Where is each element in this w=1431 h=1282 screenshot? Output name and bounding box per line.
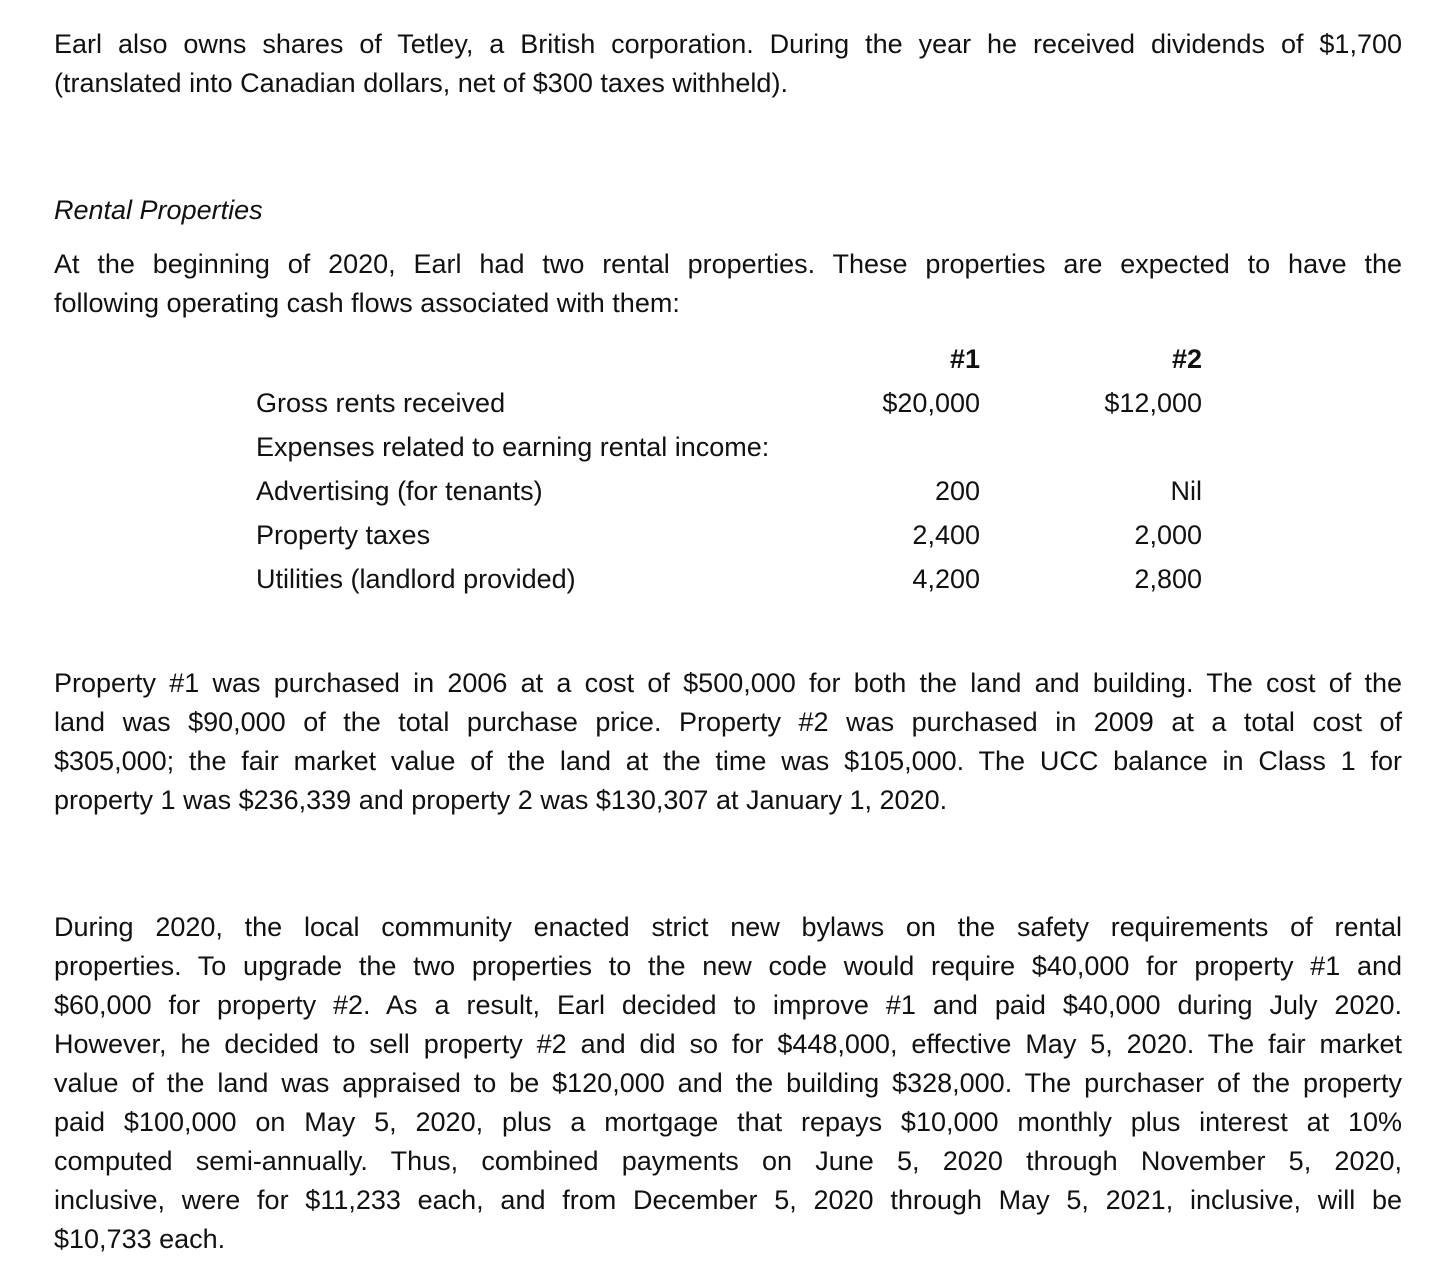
purchase-line-2: land was $90,000 of the total purchase price. Property #2 was purchased in 2009 at a total cost of <box>54 707 1402 737</box>
column-header-property-2: #2 <box>1171 344 1202 374</box>
property-1-value: 2,400 <box>912 520 980 550</box>
property-2-value: Nil <box>1170 476 1202 506</box>
table-row <box>0 515 1431 555</box>
rental-properties-heading: Rental Properties <box>54 195 263 225</box>
row-label: Expenses related to earning rental income: <box>256 432 770 462</box>
purchase-line-1: Property #1 was purchased in 2006 at a cost of $500,000 for both the land and building. The cost of the <box>54 668 1402 698</box>
property-1-value: 200 <box>934 476 980 506</box>
row-label: Utilities (landlord provided) <box>256 564 576 594</box>
bylaws-line-8: inclusive, were for $11,233 each, and from December 5, 2020 through May 5, 2021, inclusive, will be <box>54 1185 1402 1215</box>
bylaws-line-9: $10,733 each. <box>54 1224 226 1254</box>
rental-intro-paragraph <box>54 245 1402 323</box>
bylaws-line-1: During 2020, the local community enacted strict new bylaws on the safety requirements of rental <box>54 912 1402 942</box>
table-header-row <box>0 339 1431 379</box>
bylaws-line-2: properties. To upgrade the two properties to the new code would require $40,000 for property #1 and <box>54 951 1402 981</box>
property-2-value: 2,000 <box>1134 520 1202 550</box>
purchase-line-3: $305,000; the fair market value of the land at the time was $105,000. The UCC balance in Class 1 for <box>54 746 1402 776</box>
column-header-property-1: #1 <box>949 344 980 374</box>
bylaws-line-5: value of the land was appraised to be $120,000 and the building $328,000. The purchaser of the property <box>54 1068 1402 1098</box>
bylaws-line-6: paid $100,000 on May 5, 2020, plus a mortgage that repays $10,000 monthly plus interest at 10% <box>54 1107 1402 1137</box>
dividend-paragraph <box>54 25 1402 103</box>
rental-intro-line-2: following operating cash flows associated with them: <box>54 288 680 318</box>
table-row <box>0 559 1431 599</box>
dividend-line-1: Earl also owns shares of Tetley, a British corporation. During the year he received dividends of $1,700 <box>54 29 1402 59</box>
table-row <box>0 427 1431 467</box>
property-1-value: 4,200 <box>912 564 980 594</box>
row-label: Property taxes <box>256 520 431 550</box>
bylaws-paragraph <box>54 908 1402 1259</box>
property-2-value: $12,000 <box>1104 388 1202 418</box>
table-row <box>0 383 1431 423</box>
table-row <box>0 471 1431 511</box>
bylaws-line-7: computed semi-annually. Thus, combined payments on June 5, 2020 through November 5, 2020, <box>54 1146 1402 1176</box>
row-label: Gross rents received <box>256 388 506 418</box>
property-1-value: $20,000 <box>882 388 980 418</box>
bylaws-line-4: However, he decided to sell property #2 and did so for $448,000, effective May 5, 2020. The fair market <box>54 1029 1402 1059</box>
rental-intro-line-1: At the beginning of 2020, Earl had two rental properties. These properties are expected to have the <box>54 249 1402 279</box>
purchase-line-4: property 1 was $236,339 and property 2 was $130,307 at January 1, 2020. <box>54 785 948 815</box>
row-label: Advertising (for tenants) <box>256 476 543 506</box>
bylaws-line-3: $60,000 for property #2. As a result, Earl decided to improve #1 and paid $40,000 during July 2020. <box>54 990 1402 1020</box>
purchase-paragraph <box>54 664 1402 820</box>
property-2-value: 2,800 <box>1134 564 1202 594</box>
dividend-line-2: (translated into Canadian dollars, net of $300 taxes withheld). <box>54 68 788 98</box>
